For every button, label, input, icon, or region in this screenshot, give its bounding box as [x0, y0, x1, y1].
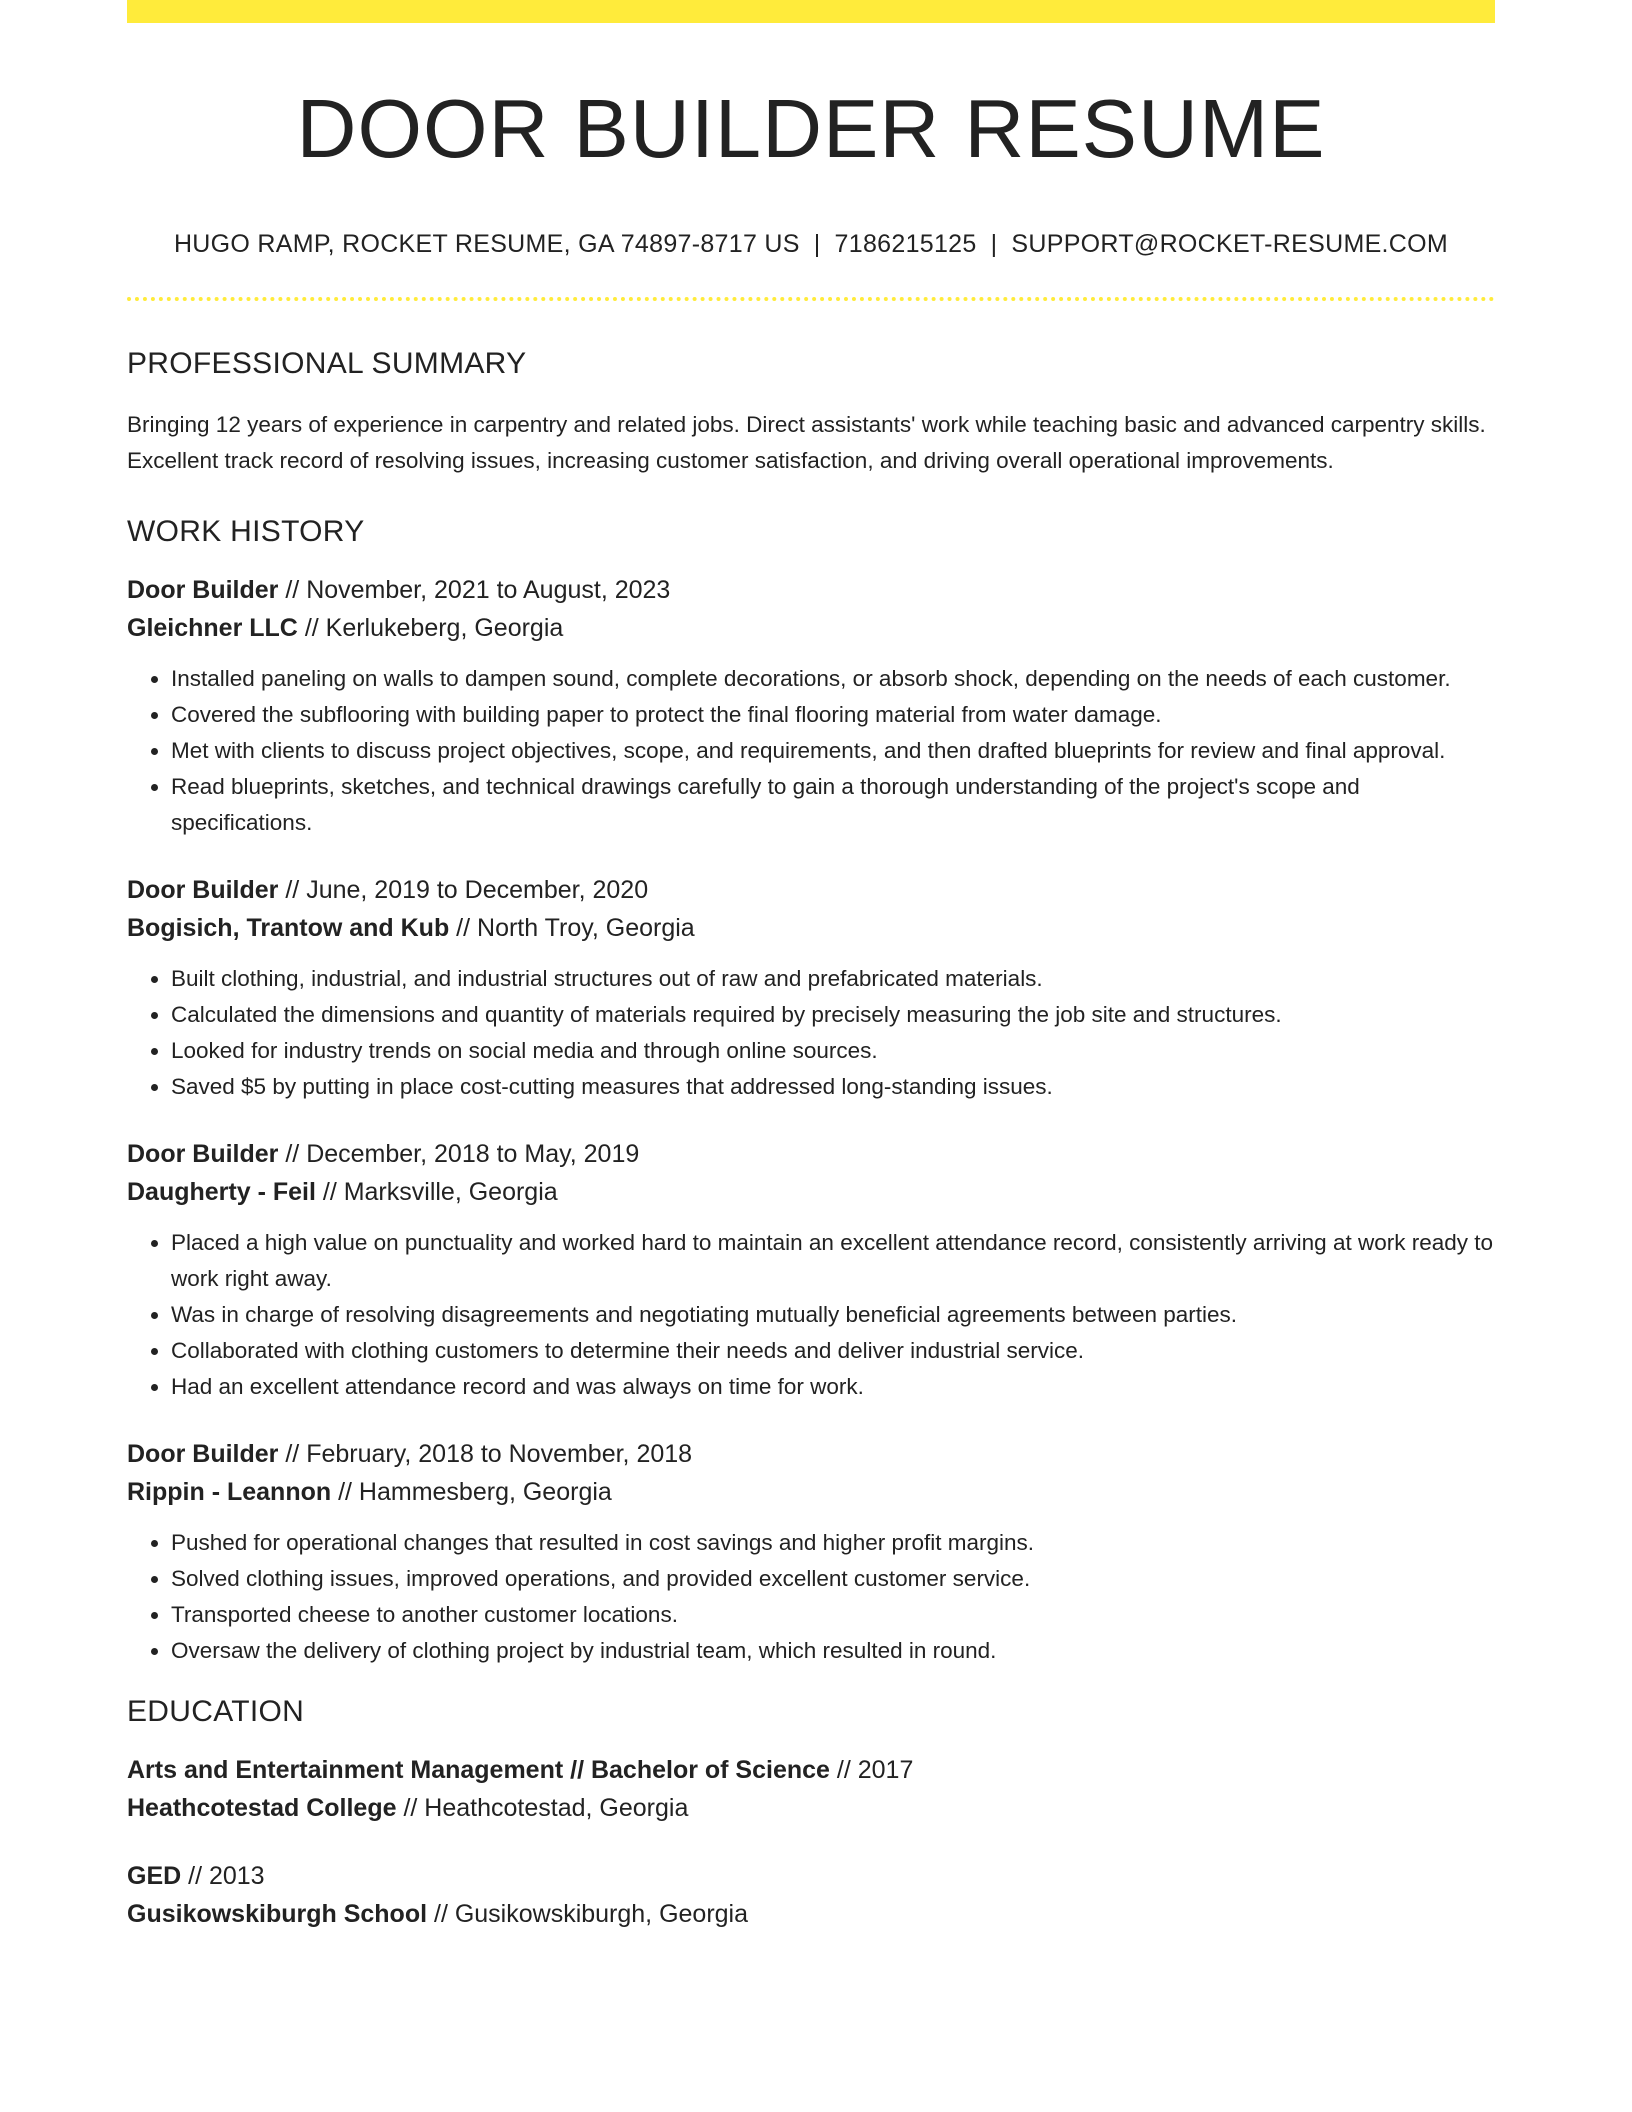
job-location: // North Troy, Georgia — [449, 914, 695, 943]
resume-title: DOOR BUILDER RESUME — [296, 82, 1326, 175]
degree-line — [127, 1857, 1495, 1895]
education-list — [127, 1751, 1495, 1933]
job-bullet: • Oversaw the delivery of clothing project by industrial team, which resulted in round. — [171, 1633, 1495, 1669]
job-entry — [127, 571, 1495, 841]
job-bullet: • Calculated the dimensions and quantity of materials required by precisely measuring the job site and structures. — [171, 997, 1495, 1033]
resume-page — [127, 0, 1495, 1933]
contact-address: HUGO RAMP, ROCKET RESUME, GA 74897-8717 US — [173, 230, 800, 259]
job-bullet: • Met with clients to discuss project objectives, scope, and requirements, and then drafted blueprints for review and final approval. — [171, 733, 1495, 769]
degree-name: Arts and Entertainment Management // Bachelor of Science — [127, 1756, 830, 1785]
job-bullets — [127, 1225, 1495, 1405]
job-company-line — [127, 1173, 1495, 1211]
job-entry — [127, 1435, 1495, 1669]
contact-separator: | — [990, 230, 998, 259]
job-bullet: • Placed a high value on punctuality and worked hard to maintain an excellent attendance record, consistently arriving at work ready to work right away. — [171, 1225, 1495, 1297]
job-bullet: • Installed paneling on walls to dampen sound, complete decorations, or absorb shock, depending on the needs of each customer. — [171, 661, 1495, 697]
job-title-line — [127, 571, 1495, 609]
job-title: Door Builder — [127, 876, 279, 905]
school-location: // Heathcotestad, Georgia — [396, 1794, 689, 1823]
work-history-heading: WORK HISTORY — [127, 515, 365, 549]
job-company: Bogisich, Trantow and Kub — [127, 914, 450, 943]
work-history-list — [127, 571, 1495, 1669]
job-dates: // June, 2019 to December, 2020 — [278, 876, 649, 905]
accent-top-bar — [127, 0, 1495, 23]
degree-line — [127, 1751, 1495, 1789]
job-bullet: • Collaborated with clothing customers to determine their needs and deliver industrial service. — [171, 1333, 1495, 1369]
job-title: Door Builder — [127, 1140, 279, 1169]
job-bullet: • Transported cheese to another customer locations. — [171, 1597, 1495, 1633]
contact-line — [127, 230, 1495, 259]
education-heading: EDUCATION — [127, 1695, 305, 1729]
job-bullets — [127, 661, 1495, 841]
job-title: Door Builder — [127, 576, 279, 605]
job-title: Door Builder — [127, 1440, 279, 1469]
job-bullets — [127, 1525, 1495, 1669]
job-bullet: • Saved $5 by putting in place cost-cutting measures that addressed long-standing issues. — [171, 1069, 1495, 1105]
education-entry — [127, 1751, 1495, 1827]
job-dates: // November, 2021 to August, 2023 — [278, 576, 671, 605]
job-bullet: • Had an excellent attendance record and was always on time for work. — [171, 1369, 1495, 1405]
job-title-line — [127, 1435, 1495, 1473]
job-entry — [127, 871, 1495, 1105]
job-location: // Hammesberg, Georgia — [331, 1478, 612, 1507]
job-bullet: • Built clothing, industrial, and industrial structures out of raw and prefabricated materials. — [171, 961, 1495, 997]
school-name: Gusikowskiburgh School — [127, 1900, 428, 1929]
contact-email: SUPPORT@ROCKET-RESUME.COM — [1011, 230, 1449, 259]
school-line — [127, 1789, 1495, 1827]
summary-heading: PROFESSIONAL SUMMARY — [127, 347, 527, 381]
job-company: Daugherty - Feil — [127, 1178, 316, 1207]
contact-phone: 7186215125 — [834, 230, 977, 259]
school-line — [127, 1895, 1495, 1933]
degree-year: // 2017 — [829, 1756, 914, 1785]
job-location: // Marksville, Georgia — [315, 1178, 558, 1207]
job-title-line — [127, 871, 1495, 909]
job-company-line — [127, 609, 1495, 647]
job-title-line — [127, 1135, 1495, 1173]
job-company-line — [127, 1473, 1495, 1511]
job-bullet: • Pushed for operational changes that resulted in cost savings and higher profit margins. — [171, 1525, 1495, 1561]
dotted-divider — [127, 297, 1495, 301]
job-bullets — [127, 961, 1495, 1105]
school-location: // Gusikowskiburgh, Georgia — [427, 1900, 749, 1929]
degree-year: // 2013 — [181, 1862, 265, 1891]
job-company: Gleichner LLC — [127, 614, 298, 643]
job-bullet: • Covered the subflooring with building paper to protect the final flooring material from water damage. — [171, 697, 1495, 733]
school-name: Heathcotestad College — [127, 1794, 397, 1823]
job-company-line — [127, 909, 1495, 947]
summary-text: Bringing 12 years of experience in carpentry and related jobs. Direct assistants' work while teaching basic and advanced carpentry skills. Excellent track record of resolving issues, increasing customer satisfaction, and driving overall operational improvements. — [127, 412, 1486, 474]
job-dates: // February, 2018 to November, 2018 — [278, 1440, 693, 1469]
degree-name: GED — [127, 1862, 182, 1891]
job-bullet: • Was in charge of resolving disagreements and negotiating mutually beneficial agreements between parties. — [171, 1297, 1495, 1333]
job-bullet: • Read blueprints, sketches, and technical drawings carefully to gain a thorough understanding of the project's scope and specifications. — [171, 769, 1495, 841]
job-bullet: • Solved clothing issues, improved operations, and provided excellent customer service. — [171, 1561, 1495, 1597]
education-entry — [127, 1857, 1495, 1933]
job-location: // Kerlukeberg, Georgia — [297, 614, 564, 643]
job-company: Rippin - Leannon — [127, 1478, 332, 1507]
job-dates: // December, 2018 to May, 2019 — [278, 1140, 640, 1169]
contact-separator: | — [813, 230, 821, 259]
job-bullet: • Looked for industry trends on social media and through online sources. — [171, 1033, 1495, 1069]
job-entry — [127, 1135, 1495, 1405]
